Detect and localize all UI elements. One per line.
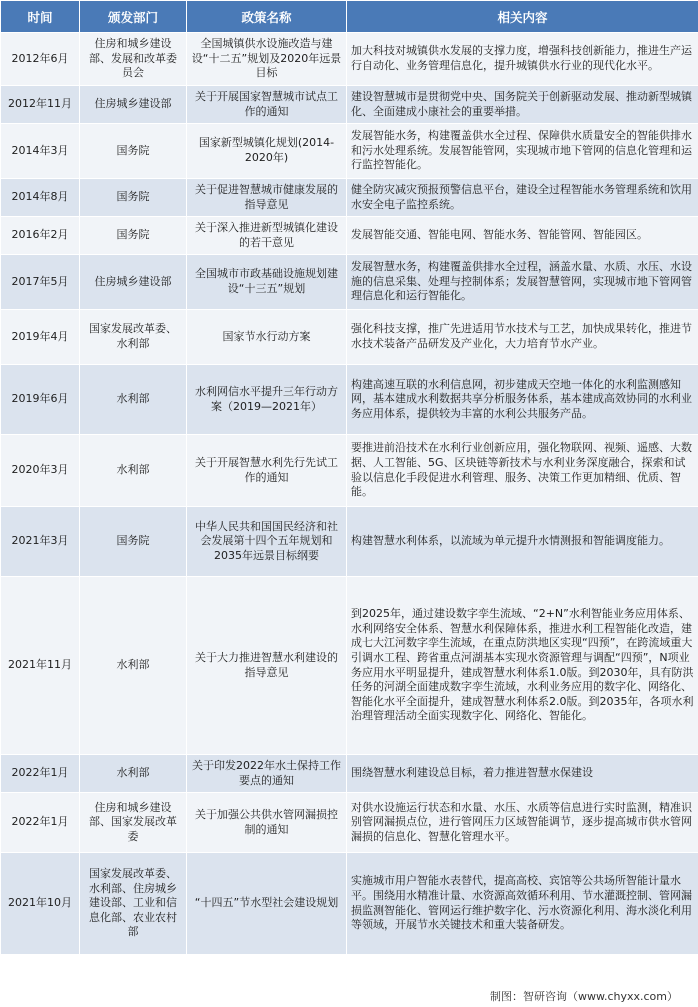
table-row — [1, 853, 698, 955]
row-dept: 国务院 — [80, 217, 187, 255]
row-dept: 水利部 — [80, 755, 187, 793]
row-date: 2014年3月 — [1, 124, 80, 179]
row-content: 发展智能水务，构建覆盖供水全过程、保障供水质量安全的智能供排水和污水处理系统。发展智能管网，实现城市地下管网的信息化管理和运行监控智能化。 — [347, 124, 698, 179]
row-policy: 国家新型城镇化规划(2014-2020年) — [187, 124, 347, 179]
table-row — [1, 217, 698, 255]
table-row — [1, 33, 698, 86]
row-policy: 关于促进智慧城市健康发展的指导意见 — [187, 179, 347, 217]
table-header-row — [1, 1, 698, 33]
row-policy: 国家节水行动方案 — [187, 310, 347, 365]
table-row — [1, 755, 698, 793]
row-dept: 国家发展改革委、水利部、住房城乡建设部、工业和信息化部、农业农村部 — [80, 853, 187, 955]
row-policy: 关于开展智慧水利先行先试工作的通知 — [187, 435, 347, 507]
table-row — [1, 255, 698, 310]
row-policy: 关于加强公共供水管网漏损控制的通知 — [187, 793, 347, 853]
row-dept: 国家发展改革委、水利部 — [80, 310, 187, 365]
row-dept: 住房和城乡建设部、国家发展改革委 — [80, 793, 187, 853]
table-row — [1, 435, 698, 507]
row-content: 到2025年，通过建设数字孪生流域、“2+N”水利智能业务应用体系、水利网络安全体系、智慧水利保障体系，推进水利工程智能化改造，建成七大江河数字孪生流域，在重点防洪地区实现“四预”，在跨流域重大引调水工程、跨省重点河湖基本实现水资源管理与调配“四预”，N项业务应用水平明显提升，建成智慧水利体系1.0版。到2030年，具有防洪任务的河湖全面建成数字孪生流域，水利业务应用的数字化、网络化、智能化水平全面提升，建成智慧水利体系2.0版。到2035年，各项水利治理管理活动全面实现数字化、网络化、智能化。 — [347, 577, 698, 755]
row-content: 构建高速互联的水利信息网，初步建成天空地一体化的水利监测感知网，基本建成水利数据共享分析服务体系，基本建成高效协同的水利业务应用体系，提供较为丰富的水利公共服务产品。 — [347, 365, 698, 435]
row-date: 2019年4月 — [1, 310, 80, 365]
row-content: 强化科技支撑，推广先进适用节水技术与工艺，加快成果转化，推进节水技术装备产品研发及产业化，大力培育节水产业。 — [347, 310, 698, 365]
row-content: 对供水设施运行状态和水量、水压、水质等信息进行实时监测，精准识别管网漏损点位，进行管网压力区域智能调节，逐步提高城市供水管网漏损的信息化、智慧化管理水平。 — [347, 793, 698, 853]
row-date: 2022年1月 — [1, 793, 80, 853]
row-date: 2021年3月 — [1, 507, 80, 577]
row-date: 2022年1月 — [1, 755, 80, 793]
table-row — [1, 507, 698, 577]
row-date: 2014年8月 — [1, 179, 80, 217]
row-date: 2021年10月 — [1, 853, 80, 955]
header-policy: 政策名称 — [187, 1, 347, 33]
row-policy: 中华人民共和国国民经济和社会发展第十四个五年规划和2035年远景目标纲要 — [187, 507, 347, 577]
row-dept: 国务院 — [80, 507, 187, 577]
row-policy: 关于大力推进智慧水利建设的指导意见 — [187, 577, 347, 755]
row-dept: 住房和城乡建设部、发展和改革委员会 — [80, 33, 187, 86]
row-content: 实施城市用户智能水表替代，提高高校、宾馆等公共场所智能计量水平。围绕用水精准计量、水资源高效循环利用、节水灌溉控制、管网漏损监测智能化、管网运行维护数字化、污水资源化利用、海水淡化利用等领域，开展节水关键技术和重大装备研发。 — [347, 853, 698, 955]
source-footer: 制图：智研咨询（www.chyxx.com） — [0, 986, 698, 1007]
row-date: 2012年6月 — [1, 33, 80, 86]
row-dept: 水利部 — [80, 365, 187, 435]
row-date: 2020年3月 — [1, 435, 80, 507]
row-policy: 全国城镇供水设施改造与建设“十二五”规划及2020年远景目标 — [187, 33, 347, 86]
header-date: 时间 — [1, 1, 80, 33]
table-row — [1, 577, 698, 755]
row-dept: 水利部 — [80, 577, 187, 755]
row-date: 2012年11月 — [1, 86, 80, 124]
row-policy: 全国城市市政基础设施规划建设“十三五”规划 — [187, 255, 347, 310]
row-content: 构建智慧水利体系，以流域为单元提升水情测报和智能调度能力。 — [347, 507, 698, 577]
row-policy: 关于开展国家智慧城市试点工作的通知 — [187, 86, 347, 124]
row-policy: 关于深入推进新型城镇化建设的若干意见 — [187, 217, 347, 255]
row-date: 2019年6月 — [1, 365, 80, 435]
row-dept: 水利部 — [80, 435, 187, 507]
row-content: 发展智慧水务，构建覆盖供排水全过程，涵盖水量、水质、水压、水设施的信息采集、处理与控制体系；发展智慧管网，实现城市地下管网管理信息化和运行智能化。 — [347, 255, 698, 310]
table-row — [1, 310, 698, 365]
row-date: 2017年5月 — [1, 255, 80, 310]
row-date: 2021年11月 — [1, 577, 80, 755]
row-content: 要推进前沿技术在水利行业创新应用，强化物联网、视频、遥感、大数据、人工智能、5G、区块链等新技术与水利业务深度融合，探索和试验以信息化手段促进水利管理、服务、决策工作更加精细、优质、智能。 — [347, 435, 698, 507]
row-dept: 国务院 — [80, 124, 187, 179]
header-dept: 颁发部门 — [80, 1, 187, 33]
row-content: 加大科技对城镇供水发展的支撑力度，增强科技创新能力，推进生产运行自动化、业务管理信息化，提升城镇供水行业的现代化水平。 — [347, 33, 698, 86]
row-dept: 住房城乡建设部 — [80, 255, 187, 310]
table-row — [1, 365, 698, 435]
row-policy: 关于印发2022年水土保持工作要点的通知 — [187, 755, 347, 793]
row-date: 2016年2月 — [1, 217, 80, 255]
row-content: 健全防灾减灾预报预警信息平台，建设全过程智能水务管理系统和饮用水安全电子监控系统。 — [347, 179, 698, 217]
row-dept: 国务院 — [80, 179, 187, 217]
table-row — [1, 124, 698, 179]
row-policy: 水利网信水平提升三年行动方案（2019—2021年） — [187, 365, 347, 435]
table-row — [1, 793, 698, 853]
table-row — [1, 86, 698, 124]
row-dept: 住房城乡建设部 — [80, 86, 187, 124]
header-content: 相关内容 — [347, 1, 698, 33]
row-content: 建设智慧城市是贯彻党中央、国务院关于创新驱动发展、推动新型城镇化、全面建成小康社会的重要举措。 — [347, 86, 698, 124]
table-row — [1, 179, 698, 217]
row-content: 发展智能交通、智能电网、智能水务、智能管网、智能园区。 — [347, 217, 698, 255]
row-content: 围绕智慧水利建设总目标，着力推进智慧水保建设 — [347, 755, 698, 793]
row-policy: “十四五”节水型社会建设规划 — [187, 853, 347, 955]
